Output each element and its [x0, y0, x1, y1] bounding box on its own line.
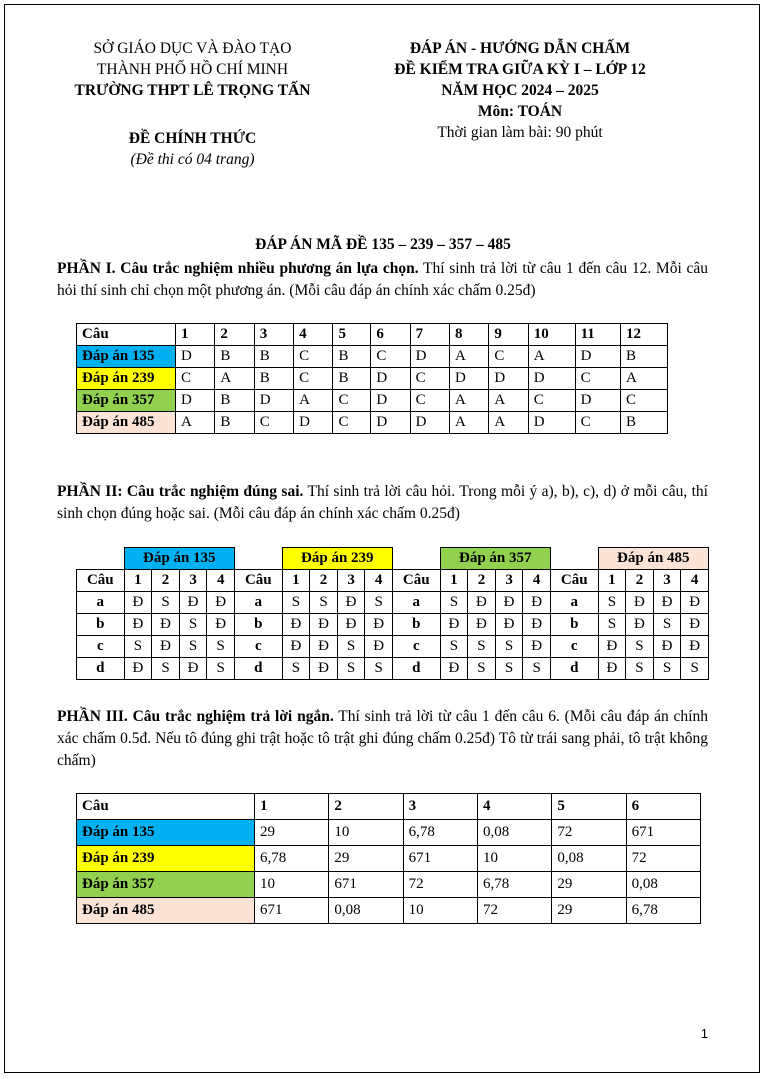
- answer-cell: A: [450, 390, 489, 412]
- answer-cell: Đ: [495, 614, 523, 636]
- answer-cell: Đ: [626, 592, 654, 614]
- answer-cell: C: [410, 368, 449, 390]
- answer-cell: Đ: [468, 614, 496, 636]
- header-cell: 2: [468, 570, 496, 592]
- answer-cell: 10: [255, 872, 329, 898]
- header-cell: 3: [179, 570, 207, 592]
- code-label: Đáp án 357: [77, 872, 255, 898]
- answer-key-title: ĐÁP ÁN MÃ ĐỀ 135 – 239 – 357 – 485: [255, 236, 511, 253]
- table-row: [77, 898, 701, 924]
- header-cell: 2: [626, 570, 654, 592]
- official-label: ĐỀ CHÍNH THỨC: [128, 130, 257, 147]
- answer-cell: 671: [255, 898, 329, 924]
- pages-note: (Đề thi có 04 trang): [130, 151, 255, 168]
- answer-cell: Đ: [523, 592, 551, 614]
- answer-cell: D: [450, 368, 489, 390]
- answer-cell: S: [440, 592, 468, 614]
- answer-cell: D: [294, 412, 333, 434]
- group-label: Đáp án 239: [282, 548, 392, 570]
- header-cell: 4: [207, 570, 235, 592]
- answer-cell: Đ: [365, 636, 393, 658]
- answer-cell: S: [626, 636, 654, 658]
- answer-cell: S: [681, 658, 709, 680]
- table-header-row: [77, 794, 701, 820]
- header-cell: 5: [333, 324, 371, 346]
- answer-cell: Đ: [653, 636, 681, 658]
- header-cell: 2: [215, 324, 254, 346]
- answer-cell: D: [575, 390, 620, 412]
- table-row: [77, 346, 668, 368]
- answer-cell: Đ: [124, 592, 152, 614]
- header-cell: 1: [440, 570, 468, 592]
- header-cell: Câu: [77, 794, 255, 820]
- answer-cell: Đ: [179, 592, 207, 614]
- item-label: a: [234, 592, 282, 614]
- header-cell: 2: [310, 570, 338, 592]
- table-row: [77, 658, 709, 680]
- page-number: 1: [700, 1026, 708, 1041]
- answer-cell: 671: [626, 820, 700, 846]
- answer-cell: C: [528, 390, 575, 412]
- table-row: [77, 390, 668, 412]
- answer-cell: C: [621, 390, 668, 412]
- answer-cell: Đ: [282, 636, 310, 658]
- answer-cell: S: [207, 658, 235, 680]
- header-cell: 7: [410, 324, 449, 346]
- answer-cell: D: [371, 368, 410, 390]
- answer-cell: 29: [552, 872, 626, 898]
- answer-cell: Đ: [365, 614, 393, 636]
- part3-intro: [57, 706, 708, 772]
- answer-cell: S: [365, 592, 393, 614]
- header-cell: 1: [598, 570, 626, 592]
- answer-cell: Đ: [653, 592, 681, 614]
- answer-cell: 29: [552, 898, 626, 924]
- answer-cell: C: [294, 368, 333, 390]
- answer-cell: C: [333, 412, 371, 434]
- answer-cell: D: [371, 390, 410, 412]
- header-cell: 3: [495, 570, 523, 592]
- item-label: c: [550, 636, 598, 658]
- header-cell: Câu: [77, 570, 125, 592]
- answer-cell: B: [215, 390, 254, 412]
- answer-cell: 671: [403, 846, 477, 872]
- answer-cell: S: [365, 658, 393, 680]
- answer-cell: S: [653, 614, 681, 636]
- header-cell: 1: [124, 570, 152, 592]
- part1-text: Thí sinh trả lời từ câu 1 đến câu 12. Mỗi câu hỏi thí sinh chỉ chọn một phương án. (Mỗi câu đáp án chính xác chấm 0.25đ): [57, 260, 708, 299]
- header-cell: 5: [552, 794, 626, 820]
- answer-cell: S: [626, 658, 654, 680]
- answer-cell: A: [489, 412, 528, 434]
- answer-cell: 10: [477, 846, 551, 872]
- answer-cell: Đ: [681, 614, 709, 636]
- answer-cell: D: [176, 346, 215, 368]
- answer-cell: C: [410, 390, 449, 412]
- header-cell: 4: [681, 570, 709, 592]
- answer-cell: B: [215, 412, 254, 434]
- answer-cell: Đ: [681, 636, 709, 658]
- group-label: Đáp án 357: [440, 548, 550, 570]
- group-header-row: [77, 548, 709, 570]
- header-cell: 3: [403, 794, 477, 820]
- answer-cell: 29: [255, 820, 329, 846]
- part1-heading: PHẦN I. Câu trắc nghiệm nhiều phương án lựa chọn.: [57, 260, 419, 277]
- answer-cell: D: [176, 390, 215, 412]
- header-cell: 1: [282, 570, 310, 592]
- answer-cell: 72: [552, 820, 626, 846]
- dept-name: SỞ GIÁO DỤC VÀ ĐÀO TẠO: [93, 40, 292, 57]
- item-label: b: [77, 614, 125, 636]
- answer-cell: C: [489, 346, 528, 368]
- answer-cell: Đ: [337, 614, 365, 636]
- answer-cell: D: [410, 412, 449, 434]
- doc-title: ĐÁP ÁN - HƯỚNG DẪN CHẤM: [409, 40, 631, 57]
- code-label: Đáp án 135: [77, 820, 255, 846]
- answer-cell: S: [337, 636, 365, 658]
- table-row: [77, 614, 709, 636]
- part2-heading: PHẦN II: Câu trắc nghiệm đúng sai.: [57, 483, 304, 500]
- answer-cell: S: [653, 658, 681, 680]
- code-label: Đáp án 239: [77, 368, 176, 390]
- answer-cell: A: [176, 412, 215, 434]
- answer-cell: S: [598, 614, 626, 636]
- answer-cell: Đ: [468, 592, 496, 614]
- header-cell: 2: [152, 570, 180, 592]
- item-label: d: [77, 658, 125, 680]
- subject: Môn: TOÁN: [477, 103, 563, 120]
- answer-cell: C: [254, 412, 293, 434]
- part2-intro: [57, 481, 708, 525]
- item-label: a: [550, 592, 598, 614]
- answer-cell: A: [528, 346, 575, 368]
- answer-cell: A: [489, 390, 528, 412]
- table-row: [77, 412, 668, 434]
- header-cell: 4: [365, 570, 393, 592]
- table-header-row: [77, 324, 668, 346]
- header-cell: 3: [337, 570, 365, 592]
- answer-cell: 10: [329, 820, 403, 846]
- answer-cell: S: [282, 592, 310, 614]
- group-label: Đáp án 485: [598, 548, 708, 570]
- answer-cell: Đ: [598, 658, 626, 680]
- answer-cell: Đ: [207, 592, 235, 614]
- answer-cell: C: [575, 368, 620, 390]
- answer-cell: S: [282, 658, 310, 680]
- answer-cell: S: [598, 592, 626, 614]
- answer-cell: C: [294, 346, 333, 368]
- item-label: d: [392, 658, 440, 680]
- answer-cell: B: [254, 346, 293, 368]
- table-row: [77, 820, 701, 846]
- answer-cell: D: [371, 412, 410, 434]
- part2-text: Thí sinh trả lời câu hỏi. Trong mỗi ý a), b), c), d) ở mỗi câu, thí sinh chọn đúng hoặc sai. (Mỗi câu đáp án chính xác chấm 0.25đ): [57, 483, 708, 522]
- answer-cell: 6,78: [477, 872, 551, 898]
- answer-cell: S: [152, 592, 180, 614]
- header-cell: 9: [489, 324, 528, 346]
- header-cell: 4: [523, 570, 551, 592]
- table-row: [77, 872, 701, 898]
- header-cell: 4: [477, 794, 551, 820]
- answer-cell: Đ: [523, 614, 551, 636]
- code-label: Đáp án 135: [77, 346, 176, 368]
- answer-cell: Đ: [310, 614, 338, 636]
- answer-cell: B: [621, 412, 668, 434]
- answer-cell: S: [179, 636, 207, 658]
- answer-cell: Đ: [152, 614, 180, 636]
- item-label: b: [550, 614, 598, 636]
- answer-cell: S: [495, 658, 523, 680]
- answer-cell: 0,08: [477, 820, 551, 846]
- item-label: d: [550, 658, 598, 680]
- answer-cell: S: [310, 592, 338, 614]
- answer-cell: A: [621, 368, 668, 390]
- answer-cell: A: [294, 390, 333, 412]
- answer-cell: S: [124, 636, 152, 658]
- school-year: NĂM HỌC 2024 – 2025: [441, 82, 599, 99]
- code-label: Đáp án 485: [77, 898, 255, 924]
- code-label: Đáp án 239: [77, 846, 255, 872]
- answer-cell: 72: [477, 898, 551, 924]
- part1-intro: [57, 258, 708, 302]
- header-cell: 3: [254, 324, 293, 346]
- header-cell: 6: [371, 324, 410, 346]
- answer-cell: Đ: [440, 614, 468, 636]
- answer-cell: C: [333, 390, 371, 412]
- answer-cell: S: [440, 636, 468, 658]
- header-cell: 1: [176, 324, 215, 346]
- answer-cell: Đ: [152, 636, 180, 658]
- group-label: Đáp án 135: [124, 548, 234, 570]
- answer-cell: S: [207, 636, 235, 658]
- item-label: c: [77, 636, 125, 658]
- answer-cell: Đ: [179, 658, 207, 680]
- header-cell: 6: [626, 794, 700, 820]
- table-row: [77, 636, 709, 658]
- answer-cell: 29: [329, 846, 403, 872]
- answer-cell: C: [371, 346, 410, 368]
- item-label: b: [392, 614, 440, 636]
- header-cell: 3: [653, 570, 681, 592]
- header-cell: Câu: [77, 324, 176, 346]
- part3-heading: PHẦN III. Câu trắc nghiệm trả lời ngắn.: [57, 708, 334, 725]
- answer-cell: D: [575, 346, 620, 368]
- answer-cell: Đ: [440, 658, 468, 680]
- answer-cell: Đ: [124, 658, 152, 680]
- answer-cell: D: [489, 368, 528, 390]
- answer-cell: D: [528, 412, 575, 434]
- item-label: b: [234, 614, 282, 636]
- answer-cell: D: [528, 368, 575, 390]
- answer-cell: Đ: [124, 614, 152, 636]
- header-cell: 1: [255, 794, 329, 820]
- answer-cell: 6,78: [255, 846, 329, 872]
- school-name: TRƯỜNG THPT LÊ TRỌNG TẤN: [74, 82, 311, 99]
- answer-cell: Đ: [495, 592, 523, 614]
- answer-cell: B: [621, 346, 668, 368]
- answer-cell: Đ: [598, 636, 626, 658]
- answer-cell: Đ: [310, 658, 338, 680]
- answer-cell: Đ: [681, 592, 709, 614]
- header-cell: Câu: [550, 570, 598, 592]
- header-right: [365, 38, 675, 143]
- answer-cell: 0,08: [552, 846, 626, 872]
- header-cell: 4: [294, 324, 333, 346]
- code-label: Đáp án 485: [77, 412, 176, 434]
- part3-table: [76, 793, 701, 924]
- header-cell: 8: [450, 324, 489, 346]
- city-name: THÀNH PHỐ HỒ CHÍ MINH: [96, 61, 289, 78]
- answer-cell: Đ: [207, 614, 235, 636]
- header-cell: 10: [528, 324, 575, 346]
- group-spacer: [234, 548, 282, 570]
- part2-table: [76, 547, 709, 680]
- answer-cell: S: [337, 658, 365, 680]
- duration: Thời gian làm bài: 90 phút: [437, 124, 603, 141]
- answer-cell: S: [179, 614, 207, 636]
- answer-cell: B: [333, 346, 371, 368]
- item-label: a: [77, 592, 125, 614]
- exam-title: ĐỀ KIỂM TRA GIỮA KỲ I – LỚP 12: [394, 61, 646, 78]
- item-label: c: [234, 636, 282, 658]
- table-row: [77, 592, 709, 614]
- answer-cell: 6,78: [626, 898, 700, 924]
- part1-table: [76, 323, 668, 434]
- answer-cell: 6,78: [403, 820, 477, 846]
- header-cell: Câu: [392, 570, 440, 592]
- answer-cell: Đ: [282, 614, 310, 636]
- part3-text: Thí sinh trả lời từ câu 1 đến câu 6. (Mỗi câu đáp án chính xác chấm 0.5đ. Nếu tô đúng ghi trật hoặc tô trật ghi đúng chấm 0.25đ) Tô từ trái sang phải, tô trật không chấm): [57, 708, 708, 769]
- answer-cell: A: [450, 346, 489, 368]
- group-spacer: [392, 548, 440, 570]
- answer-cell: 0,08: [626, 872, 700, 898]
- code-label: Đáp án 357: [77, 390, 176, 412]
- table-row: [77, 368, 668, 390]
- answer-cell: D: [410, 346, 449, 368]
- answer-cell: 72: [403, 872, 477, 898]
- answer-cell: Đ: [523, 636, 551, 658]
- answer-cell: A: [215, 368, 254, 390]
- answer-cell: S: [468, 658, 496, 680]
- answer-cell: 10: [403, 898, 477, 924]
- answer-cell: S: [152, 658, 180, 680]
- answer-cell: S: [523, 658, 551, 680]
- header-cell: 12: [621, 324, 668, 346]
- answer-cell: 671: [329, 872, 403, 898]
- answer-cell: 0,08: [329, 898, 403, 924]
- item-label: a: [392, 592, 440, 614]
- answer-cell: B: [333, 368, 371, 390]
- header-cell: 2: [329, 794, 403, 820]
- group-spacer: [550, 548, 598, 570]
- answer-cell: B: [215, 346, 254, 368]
- header-cell: Câu: [234, 570, 282, 592]
- answer-cell: Đ: [626, 614, 654, 636]
- item-label: d: [234, 658, 282, 680]
- sub-header-row: [77, 570, 709, 592]
- answer-cell: S: [495, 636, 523, 658]
- header-cell: 11: [575, 324, 620, 346]
- answer-cell: B: [254, 368, 293, 390]
- item-label: c: [392, 636, 440, 658]
- answer-cell: C: [176, 368, 215, 390]
- header-left: [50, 38, 335, 170]
- group-spacer: [77, 548, 125, 570]
- answer-cell: S: [468, 636, 496, 658]
- answer-cell: Đ: [310, 636, 338, 658]
- answer-cell: C: [575, 412, 620, 434]
- answer-cell: 72: [626, 846, 700, 872]
- answer-cell: D: [254, 390, 293, 412]
- answer-cell: A: [450, 412, 489, 434]
- table-row: [77, 846, 701, 872]
- answer-cell: Đ: [337, 592, 365, 614]
